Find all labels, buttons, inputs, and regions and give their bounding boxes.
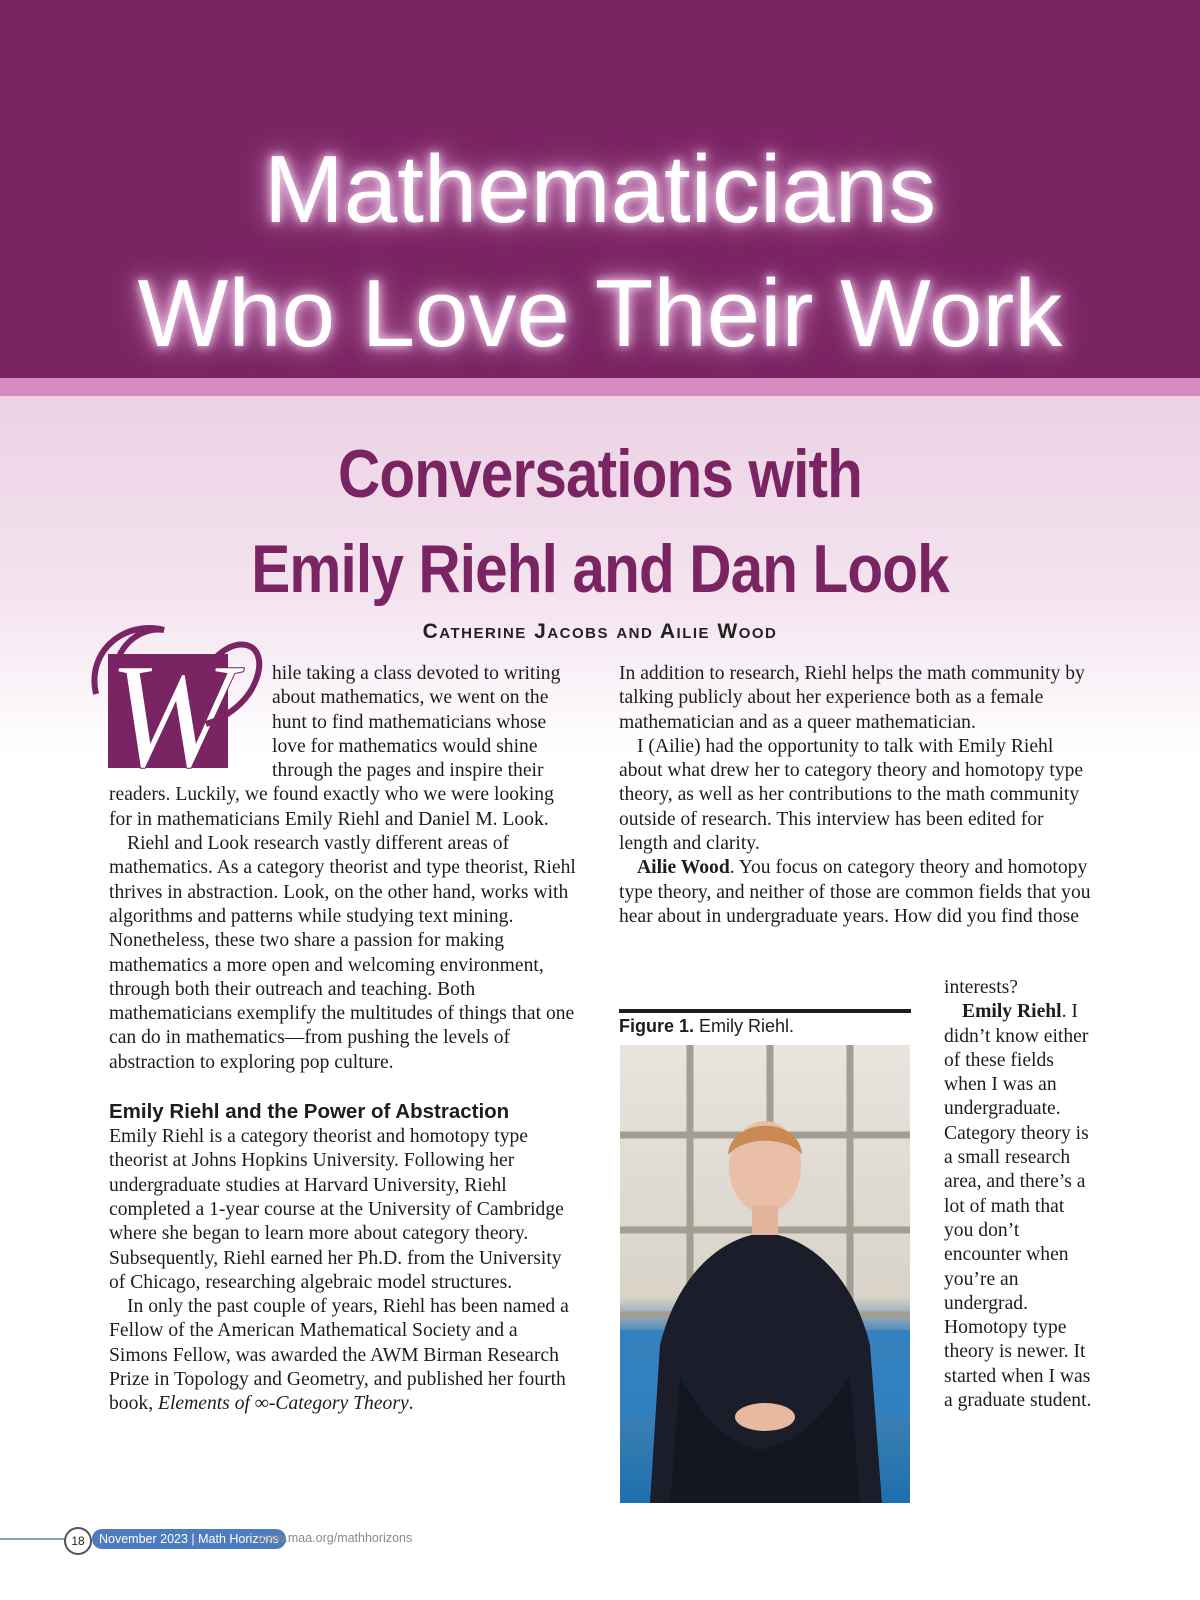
- right-column: [619, 662, 1094, 929]
- right-paragraph-2: I (Ailie) had the opportunity to talk with Emily Riehl about what drew her to category theory and homotopy type theory, as well as her contributions to the math community outside of research. This interview has been edited for length and clarity.: [619, 735, 1084, 855]
- right-paragraph-1: In addition to research, Riehl helps the math community by talking publicly about her experience both as a female mathematician and as a queer mathematician.: [619, 663, 1085, 733]
- website-url[interactable]: www.maa.org/mathhorizons: [258, 1531, 413, 1545]
- question-tail: interests?: [944, 977, 1018, 998]
- left-column: [109, 662, 579, 1417]
- answer-column: [944, 976, 1094, 1413]
- figure-label: Figure 1.: [619, 1016, 695, 1036]
- page-footer: [0, 1524, 1200, 1554]
- answer-text: . I didn’t know either of these fields when I was an undergraduate. Category theory is a small research area, and there’s a lot of math that you don’t encounter when you’re an undergrad. Homotopy type theory is newer. It started when I was a graduate student.: [944, 1001, 1092, 1412]
- answer-paragraph: [944, 1000, 1094, 1413]
- book-title: Elements of ∞-Category Theory: [157, 1393, 409, 1415]
- issue-label: November 2023 | Math Horizons: [92, 1529, 286, 1549]
- question-text: . You focus on category theory and homotopy type theory, and neither of those are common fields that you hear about in undergraduate years. How did you find those: [619, 857, 1091, 927]
- byline-text: Catherine Jacobs and Ailie Wood: [422, 620, 778, 643]
- dropcap-space: [109, 662, 272, 782]
- intro-paragraph-2: Riehl and Look research vastly different areas of mathematics. As a category theorist and type theorist, Riehl thrives in abstraction. Look, on the other hand, works with algorithms and patterns while studying text mining. Nonetheless, these two share a passion for making mathematics a more open and welcoming environment, through both their outreach and teaching. Both mathematicians exemplify the multitudes of things that one can do in mathematics—from pushing the levels of abstraction to exploring pop culture.: [109, 833, 576, 1073]
- section-heading: Emily Riehl and the Power of Abstraction: [109, 1100, 510, 1124]
- banner-stripe: [0, 378, 1200, 396]
- dropcap-letter: W: [108, 633, 233, 770]
- lead-text: hile taking a class devoted to writing about mathematics, we went on the hunt to find mathematicians whose love for mathematics would shine through the pages and inspire their readers. Luckily, we found exactly who we were looking for in mathematicians Emily Riehl and Daniel M. Look.: [109, 663, 561, 830]
- main-title-line1: Mathematicians: [263, 136, 937, 243]
- question-paragraph: [619, 856, 1094, 929]
- answer-speaker: Emily Riehl: [962, 1001, 1062, 1023]
- page-number: 18: [64, 1527, 92, 1555]
- figure-caption: [619, 1016, 911, 1037]
- subtitle-line1: Conversations with: [338, 436, 862, 512]
- section-paragraph-1: Emily Riehl is a category theorist and homotopy type theorist at Johns Hopkins University. Following her undergraduate studies at Harvard University, Riehl completed a 1-year course at the University of Cambridge where she began to learn more about category theory. Subsequently, Riehl earned her Ph.D. from the University of Chicago, researching algebraic model structures.: [109, 1126, 564, 1293]
- section-p2-end: .: [408, 1393, 414, 1415]
- subtitle-line2: Emily Riehl and Dan Look: [251, 531, 949, 607]
- section-p2-text: In only the past couple of years, Riehl has been named a Fellow of the American Mathematical Society and a Simons Fellow, was awarded the AWM Birman Research Prize in Topology and Geometry, and published her fourth book,: [109, 1296, 569, 1415]
- section-paragraph-2: [109, 1295, 579, 1416]
- portrait-photo: [620, 1045, 910, 1503]
- lead-paragraph: [109, 662, 579, 832]
- figure-rule: [619, 1009, 911, 1013]
- figure-caption-text: Emily Riehl.: [699, 1016, 795, 1036]
- question-speaker: Ailie Wood: [637, 857, 730, 879]
- main-title-line2: Who Love Their Work: [137, 260, 1063, 367]
- footer-rule: [0, 1538, 66, 1540]
